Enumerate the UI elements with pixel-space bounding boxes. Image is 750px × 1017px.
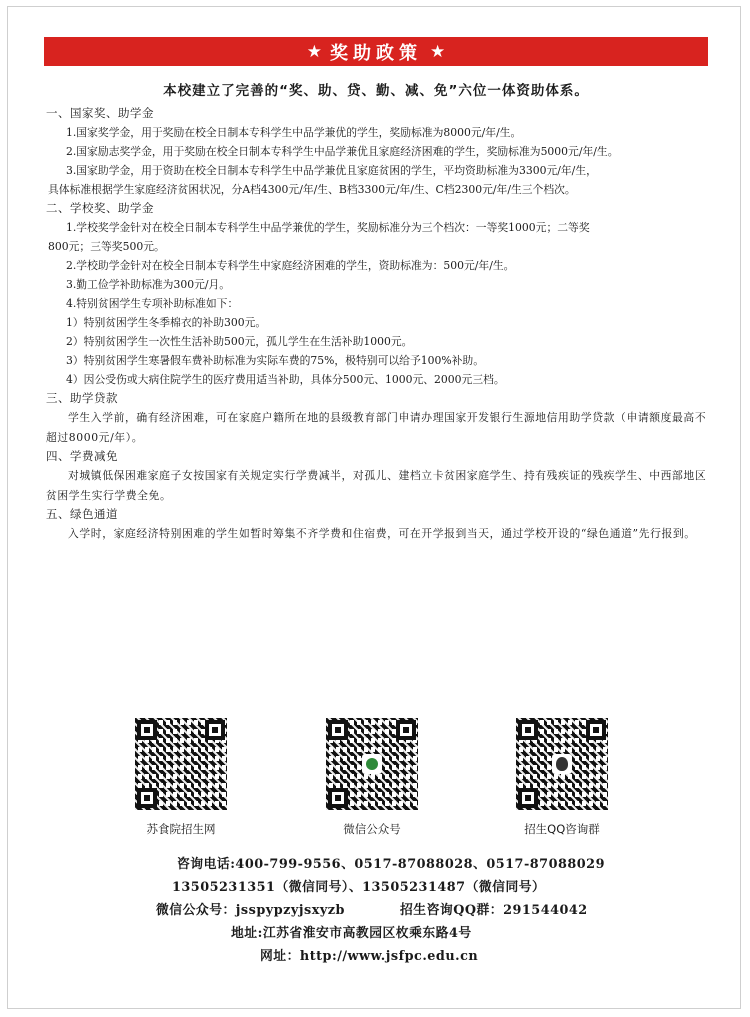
section-title: 二、学校奖、助学金 [46, 201, 154, 215]
banner-title: 奖助政策 [330, 42, 422, 64]
policy-line: 3.国家助学金，用于资助在校全日制本专科学生中品学兼优且家庭贫困的学生，平均资助标准为3300元/年/生， [66, 164, 597, 177]
policy-line: 1.国家奖学金，用于奖励在校全日制本专科学生中品学兼优的学生，奖励标准为8000元/年/生。 [66, 126, 522, 139]
intro-text: 本校建立了完善的“奖、助、贷、勤、减、免”六位一体资助体系。 [163, 83, 589, 99]
section-title: 三、助学贷款 [46, 391, 118, 405]
policy-line: 具体标准根据学生家庭经济贫困状况，分A档4300元/年/生、B档3300元/年/生、C档2300元/年/生三个档次。 [48, 183, 576, 196]
policy-line: 800元；三等奖500元。 [48, 240, 165, 253]
policy-paragraph: 学生入学前，确有经济困难，可在家庭户籍所在地的县级教育部门申请办理国家开发银行生源地信用助学贷款（申请额度最高不超过8000元/年）。 [46, 411, 707, 444]
policy-paragraph: 对城镇低保困难家庭子女按国家有关规定实行学费减半，对孤儿、建档立卡贫困家庭学生、持有残疾证的残疾学生、中西部地区贫困学生实行学费全免。 [46, 469, 707, 502]
section-title: 五、绿色通道 [46, 507, 118, 521]
qr-label: 微信公众号 [343, 822, 401, 836]
qr-qq-group [515, 718, 609, 837]
qr-label: 招生QQ咨询群 [524, 822, 600, 836]
section-banner [44, 37, 708, 66]
star-icon: ★ [306, 41, 322, 62]
policy-line: 3）特别贫困学生寒暑假车费补助标准为实际车费的75%，极特别可以给予100%补助。 [66, 354, 485, 367]
policy-line: 1.学校奖学金针对在校全日制本专科学生中品学兼优的学生，奖励标准分为三个档次：一等奖1000元；二等奖 [66, 221, 590, 234]
section-title: 一、国家奖、助学金 [46, 106, 154, 120]
address: 地址:江苏省淮安市高教园区枚乘东路4号 [231, 926, 472, 941]
qq-penguin-icon [552, 754, 572, 774]
policy-paragraph: 入学时，家庭经济特别困难的学生如暂时筹集不齐学费和住宿费，可在开学报到当天，通过学校开设的“绿色通道”先行报到。 [68, 527, 696, 540]
section-title: 四、学费减免 [46, 449, 118, 463]
policy-line: 4）因公受伤或大病住院学生的医疗费用适当补助，具体分500元、1000元、2000元三档。 [66, 373, 505, 386]
qr-label: 苏食院招生网 [146, 822, 216, 836]
qr-code-icon [326, 718, 418, 810]
school-logo-icon [362, 754, 382, 774]
wechat-id: 微信公众号：jsspypzyjsxyzb [156, 903, 345, 918]
policy-line: 2.学校助学金针对在校全日制本专科学生中家庭经济困难的学生，资助标准为：500元/年/生。 [66, 259, 515, 272]
qr-wechat [325, 718, 419, 837]
qr-code-icon [516, 718, 608, 810]
website: 网址：http://www.jsfpc.edu.cn [260, 949, 479, 964]
qq-group: 招生咨询QQ群：291544042 [400, 903, 588, 918]
policy-line: 4.特别贫困学生专项补助标准如下： [66, 297, 239, 310]
policy-line: 2）特别贫困学生一次性生活补助500元，孤儿学生在生活补助1000元。 [66, 335, 413, 348]
policy-content [46, 104, 710, 544]
qr-code-icon [135, 718, 227, 810]
qr-admissions-site [134, 718, 228, 837]
phone-line: 13505231351（微信同号）、13505231487（微信同号） [172, 880, 546, 895]
policy-line: 3.勤工俭学补助标准为300元/月。 [66, 278, 231, 291]
star-icon: ★ [430, 41, 446, 62]
policy-line: 1）特别贫困学生冬季棉衣的补助300元。 [66, 316, 267, 329]
policy-line: 2.国家励志奖学金，用于奖励在校全日制本专科学生中品学兼优且家庭经济困难的学生，奖励标准为5000元/年/生。 [66, 145, 619, 158]
phone-line: 咨询电话:400-799-9556、0517-87088028、0517-87088029 [177, 857, 605, 872]
